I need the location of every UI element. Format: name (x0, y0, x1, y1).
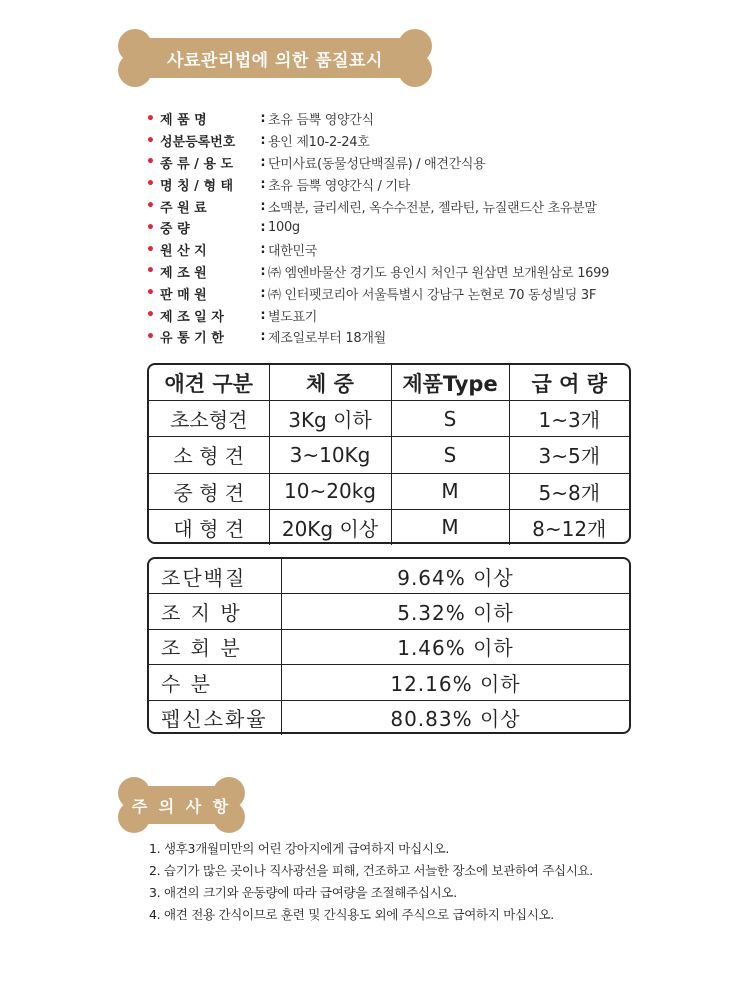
colon: : (260, 329, 266, 345)
table-cell: 3~10Kg (269, 437, 391, 473)
nutrient-value: 80.83% 이상 (282, 700, 630, 735)
bullet-icon: • (146, 285, 155, 302)
table-cell: 대 형 견 (149, 509, 269, 545)
info-label: 판 매 원 (160, 287, 207, 303)
table-cell: S (391, 437, 509, 473)
info-row (146, 304, 666, 326)
info-row (146, 173, 666, 195)
nutrient-value: 1.46% 이하 (282, 629, 630, 664)
section-title-bone (113, 28, 437, 88)
info-row (146, 108, 666, 130)
bullet-icon: • (146, 198, 155, 215)
nutrient-name: 조 회 분 (149, 629, 282, 664)
colon: : (260, 263, 266, 279)
table-cell: 5~8개 (509, 473, 629, 509)
colon: : (260, 176, 266, 192)
info-value: ㈜ 인터펫코리아 서울특별시 강남구 논현로 70 동성빌딩 3F (268, 287, 597, 303)
info-label: 제 조 원 (160, 265, 207, 281)
table-row (149, 437, 629, 473)
bullet-icon: • (146, 219, 155, 236)
caution-item: 1. 생후3개월미만의 어린 강아지에게 급여하지 마십시오. (149, 841, 450, 856)
table-cell: 3Kg 이하 (269, 401, 391, 437)
info-value: 제조일로부터 18개월 (268, 331, 386, 347)
info-row (146, 152, 666, 174)
bullet-icon: • (146, 263, 155, 280)
bullet-icon: • (146, 328, 155, 345)
nutrient-value: 5.32% 이하 (282, 594, 630, 629)
table-row (149, 594, 629, 629)
nutrient-name: 펩신소화율 (149, 700, 282, 735)
colon: : (260, 307, 266, 323)
nutrient-value: 9.64% 이상 (282, 559, 630, 594)
bullet-icon: • (146, 176, 155, 193)
info-label: 제 품 명 (160, 113, 207, 129)
nutrient-name: 조 지 방 (149, 594, 282, 629)
colon: : (260, 198, 266, 214)
table-cell: M (391, 509, 509, 545)
nutrition-table (149, 559, 629, 735)
info-row (146, 239, 666, 261)
caution-item: 2. 습기가 많은 곳이나 직사광선을 피해, 건조하고 서늘한 장소에 보관하여 주십시요. (149, 863, 593, 878)
caution-list (149, 838, 593, 926)
caution-title-bone (116, 776, 247, 834)
info-value: ㈜ 엠엔바물산 경기도 용인시 처인구 원삼면 보개원삼로 1699 (268, 265, 610, 281)
info-value: 별도표기 (268, 309, 318, 325)
info-label: 명 칭 / 형 태 (160, 178, 234, 194)
nutrient-name: 조단백질 (149, 559, 282, 594)
info-value: 대한민국 (268, 244, 318, 260)
colon: : (260, 154, 266, 170)
table-cell: 10~20kg (269, 473, 391, 509)
table-cell: 중 형 견 (149, 473, 269, 509)
info-value: 100g (268, 220, 300, 236)
table-row (149, 559, 629, 594)
info-row (146, 195, 666, 217)
bullet-icon: • (146, 132, 155, 149)
caution-item: 3. 애견의 크기와 운동량에 따라 급여량을 조절해주십시오. (149, 885, 457, 900)
table-cell: 초소형견 (149, 401, 269, 437)
colon: : (260, 133, 266, 149)
info-label: 유 통 기 한 (160, 331, 224, 347)
table-cell: 8~12개 (509, 509, 629, 545)
info-label: 성분등록번호 (160, 135, 236, 151)
bullet-icon: • (146, 307, 155, 324)
info-row (146, 326, 666, 348)
table-row (149, 665, 629, 700)
info-label: 제 조 일 자 (160, 309, 224, 325)
colon: : (260, 242, 266, 258)
table-row (149, 629, 629, 664)
section-title: 사료관리법에 의한 품질표시 (167, 50, 383, 71)
bullet-icon: • (146, 241, 155, 258)
table-row (149, 473, 629, 509)
colon: : (260, 111, 266, 127)
info-label: 종 류 / 용 도 (160, 156, 234, 172)
info-row (146, 261, 666, 283)
table-header-cell: 제품Type (391, 365, 509, 401)
colon: : (260, 285, 266, 301)
table-cell: 소 형 견 (149, 437, 269, 473)
bullet-icon: • (146, 154, 155, 171)
table-cell: M (391, 473, 509, 509)
colon: : (260, 220, 266, 236)
table-cell: S (391, 401, 509, 437)
feeding-table (149, 365, 629, 545)
table-row (149, 401, 629, 437)
info-value: 용인 제10-2-24호 (268, 135, 370, 151)
table-cell: 3~5개 (509, 437, 629, 473)
info-row (146, 130, 666, 152)
info-value: 초유 듬뿍 영양간식 / 기타 (268, 178, 410, 194)
table-cell: 20Kg 이상 (269, 509, 391, 545)
product-info-list (146, 108, 666, 348)
info-value: 초유 듬뿍 영양간식 (268, 113, 374, 129)
info-value: 단미사료(동물성단백질류) / 애견간식용 (268, 156, 486, 172)
info-label: 주 원 료 (160, 200, 207, 216)
nutrient-value: 12.16% 이하 (282, 665, 630, 700)
caution-title: 주 의 사 항 (131, 796, 232, 816)
table-header-cell: 체 중 (269, 365, 391, 401)
nutrient-name: 수 분 (149, 665, 282, 700)
info-value: 소맥분, 글리세린, 옥수수전분, 젤라틴, 뉴질랜드산 초유분말 (268, 200, 597, 216)
info-label: 중 량 (160, 222, 190, 238)
info-label: 원 산 지 (160, 244, 207, 260)
table-header-cell: 급 여 량 (509, 365, 629, 401)
table-row (149, 509, 629, 545)
bullet-icon: • (146, 110, 155, 127)
table-cell: 1~3개 (509, 401, 629, 437)
info-row (146, 217, 666, 239)
info-row (146, 282, 666, 304)
caution-item: 4. 애견 전용 간식이므로 훈련 및 간식용도 외에 주식으로 급여하지 마십시오. (149, 907, 554, 922)
table-row (149, 700, 629, 735)
table-header-cell: 애견 구분 (149, 365, 269, 401)
